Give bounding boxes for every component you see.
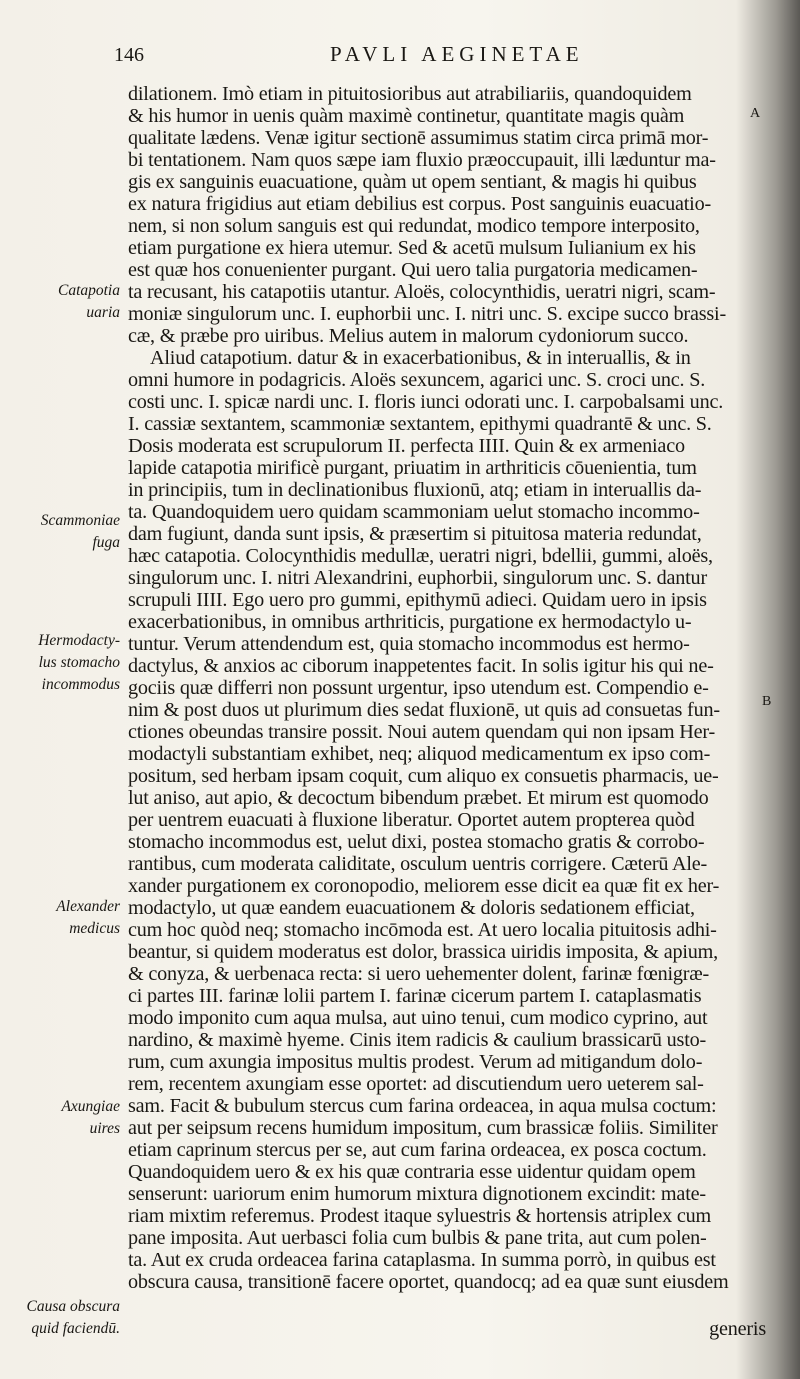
margin-note: uaria: [86, 304, 120, 321]
text-line: modactyli substantiam exhibet, neq; aliquod medicamentum ex ipso com-: [128, 743, 711, 765]
text-line: dam fugiunt, danda sunt ipsis, & præsertim si pituitosa materia redundat,: [128, 523, 702, 545]
text-line: bi tentationem. Nam quos sæpe iam fluxio præoccupauit, illi læduntur ma-: [128, 149, 716, 171]
text-line: beantur, si quidem moderatus est dolor, brassica uiridis imposita, & apium,: [128, 941, 719, 963]
text-line: moniæ singulorum unc. I. euphorbii unc. I. nitri unc. S. excipe succo brassi-: [128, 303, 726, 325]
text-line: lapide catapotia mirificè purgant, priuatim in arthriticis cōuenientia, tum: [128, 457, 697, 479]
text-line: in principiis, tum in declinationibus fluxionū, atq; etiam in interuallis da-: [128, 479, 702, 501]
text-line: singulorum unc. I. nitri Alexandrini, euphorbii, singulorum unc. S. dantur: [128, 567, 707, 589]
text-line: tuntur. Verum attendendum est, quia stomacho incommodus est hermo-: [128, 633, 690, 655]
text-line: obscura causa, transitionē facere oportet, quandocq; ad ea quæ sunt eiusdem: [128, 1271, 729, 1293]
text-line: pane imposita. Aut uerbasci folia cum bulbis & pane trita, aut cum polen-: [128, 1227, 707, 1249]
text-line: qualitate lædens. Venæ igitur sectionē assumimus statim circa primā mor-: [128, 127, 709, 149]
margin-note: quid faciendū.: [31, 1320, 120, 1337]
text-line: rum, cum axungia impositus multis prodest. Verum ad mitigandum dolo-: [128, 1051, 703, 1073]
text-line: nardino, & maximè hyeme. Cinis item radicis & caulium brassicarū usto-: [128, 1029, 707, 1051]
text-line: aut per seipsum recens humidum impositum, cum brassicæ foliis. Similiter: [128, 1117, 718, 1139]
margin-note: Scammoniae: [40, 512, 120, 529]
text-line: ex natura frigidius aut etiam debilius est corpus. Post sanguinis euacuatio-: [128, 193, 712, 215]
text-line: xander purgationem ex coronopodio, meliorem esse dicit ea quæ fit ex her-: [128, 875, 720, 897]
text-line: & conyza, & uerbenaca recta: si uero uehementer dolent, farinæ fœnigræ-: [128, 963, 710, 985]
margin-note: Axungiae: [61, 1098, 120, 1115]
text-line: est quæ hos conuenienter purgant. Qui uero talia purgatoria medicamen-: [128, 259, 698, 281]
text-line: riam mixtim referemus. Prodest itaque syluestris & hortensis atriplex cum: [128, 1205, 712, 1227]
text-line: Quandoquidem uero & ex his quæ contraria esse uidentur quidam opem: [128, 1161, 696, 1183]
page-header: [0, 40, 800, 70]
text-line: senserunt: uariorum enim humorum mixtura dignotionem excindit: mate-: [128, 1183, 706, 1205]
text-line: & his humor in uenis quàm maximè continetur, quantitate magis quàm: [128, 105, 685, 127]
text-line: Aliud catapotium. datur & in exacerbationibus, & in interuallis, & in: [150, 347, 691, 369]
running-head: PAVLI AEGINETAE: [330, 42, 584, 66]
text-line: modo imponito cum aqua mulsa, aut uino tenui, cum modico cyprino, aut: [128, 1007, 708, 1029]
text-line: ta recusant, his catapotiis utantur. Aloës, colocynthidis, ueratri nigri, scam-: [128, 281, 716, 303]
margin-note: Catapotia: [57, 282, 120, 299]
margin-note: uires: [89, 1120, 120, 1137]
text-line: per uentrem euacuati à fluxione liberatur. Oportet autem propterea quòd: [128, 809, 695, 831]
section-letter-b: B: [762, 694, 772, 709]
section-letter-a: A: [750, 106, 761, 121]
margin-note: incommodus: [41, 676, 120, 693]
text-line: scrupuli IIII. Ego uero pro gummi, epithymū adieci. Quidam uero in ipsis: [128, 589, 707, 611]
text-line: nem, si non solum sanguis est qui redundat, modico tempore interposito,: [128, 215, 700, 237]
catchword: generis: [709, 1318, 766, 1340]
text-line: hæc catapotia. Colocynthidis medullæ, ueratri nigri, bdellii, gummi, aloës,: [128, 545, 713, 567]
text-line: nim & post duos ut plurimum dies sedat fluxionē, ut quis ad consuetas fun-: [128, 699, 720, 721]
text-line: ci partes III. farinæ lolii partem I. farinæ cicerum partem I. cataplasmatis: [128, 985, 702, 1007]
text-line: stomacho incommodus est, uelut dixi, postea stomacho gratis & corrobo-: [128, 831, 705, 853]
margin-note: Causa obscura: [26, 1298, 120, 1315]
margin-note: Hermodacty-: [38, 632, 120, 649]
margin-note: Alexander: [56, 898, 120, 915]
margin-note: lus stomacho: [38, 654, 120, 671]
text-line: exacerbationibus, in omnibus arthriticis, purgatione ex hermodactylo u-: [128, 611, 692, 633]
text-line: gociis quæ differri non possunt urgentur, ipso utendum est. Compendio e-: [128, 677, 709, 699]
text-line: costi unc. I. spicæ nardi unc. I. floris iunci odorati unc. I. carpobalsami unc.: [128, 391, 724, 413]
text-line: I. cassiæ sextantem, scammoniæ sextantem, epithymi quadrantē & unc. S.: [128, 413, 712, 435]
margin-note: fuga: [92, 534, 120, 551]
text-line: ta. Quandoquidem uero quidam scammoniam uelut stomacho incommo-: [128, 501, 700, 523]
margin-note: medicus: [69, 920, 120, 937]
text-line: gis ex sanguinis euacuatione, quàm ut opem sentiant, & magis hi quibus: [128, 171, 697, 193]
text-line: lut aniso, aut apio, & decoctum bibendum præbet. Et mirum est quomodo: [128, 787, 709, 809]
text-line: cum hoc quòd neq; stomacho incōmoda est. At uero localia pituitosis adhi-: [128, 919, 717, 941]
text-line: ctiones obeundas transire possit. Noui autem quendam qui non ipsam Her-: [128, 721, 715, 743]
text-line: ta. Aut ex cruda ordeacea farina cataplasma. In summa porrò, in quibus est: [128, 1249, 716, 1271]
text-line: positum, sed herbam ipsam coquit, cum aliquo ex consuetis pharmacis, ue-: [128, 765, 719, 787]
text-line: etiam caprinum stercus per se, aut cum farina ordeacea, ex posca coctum.: [128, 1139, 707, 1161]
text-line: etiam purgatione ex hiera utemur. Sed & acetū mulsum Iulianium ex his: [128, 237, 696, 259]
text-line: rem, recentem axungiam esse oportet: ad discutiendum uero ueterem sal-: [128, 1073, 704, 1095]
text-line: cæ, & præbe pro uiribus. Melius autem in malorum cydoniorum succo.: [128, 325, 689, 347]
page-number: 146: [114, 44, 144, 66]
text-line: dactylus, & anxios ac ciborum inappetentes facit. In solis igitur his qui ne-: [128, 655, 714, 677]
text-line: modactylo, ut quæ eandem euacuationem & doloris sedationem efficiat,: [128, 897, 695, 919]
text-line: dilationem. Imò etiam in pituitosioribus aut atrabiliariis, quandoquidem: [128, 83, 692, 105]
text-line: sam. Facit & bubulum stercus cum farina ordeacea, in aqua mulsa coctum:: [128, 1095, 717, 1117]
text-line: omni humore in podagricis. Aloës sexuncem, agarici unc. S. croci unc. S.: [128, 369, 706, 391]
text-line: rantibus, cum moderata caliditate, osculum uentris corrigere. Cæterū Ale-: [128, 853, 708, 875]
text-line: Dosis moderata est scrupulorum II. perfecta IIII. Quin & ex armeniaco: [128, 435, 685, 457]
